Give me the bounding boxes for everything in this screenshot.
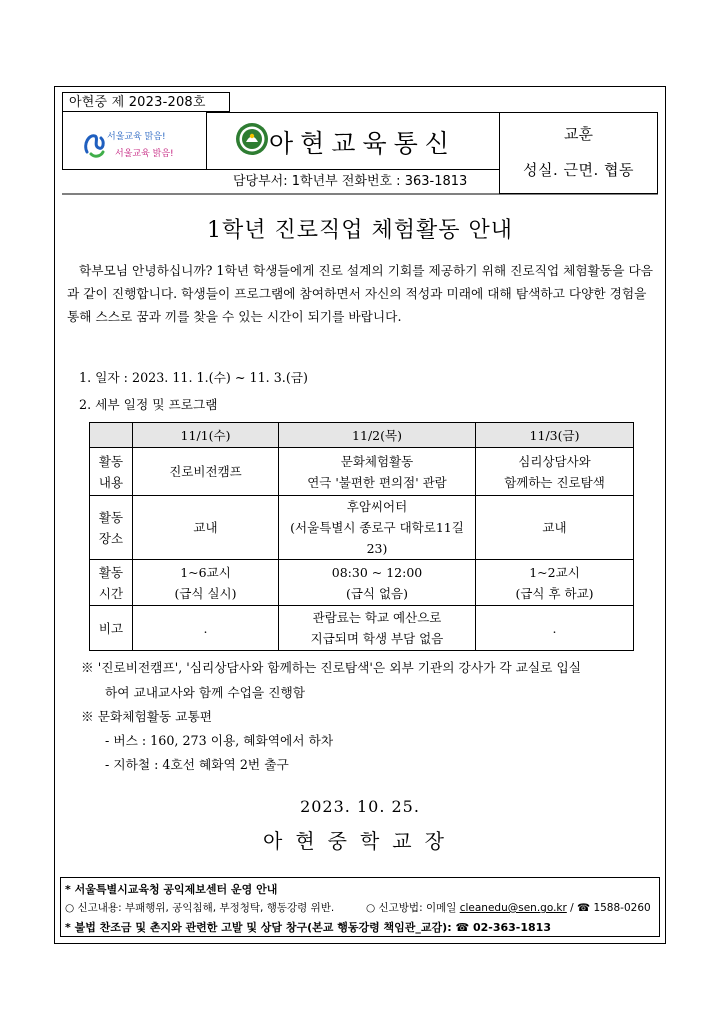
note-transport-title: ※ 문화체험활동 교통편	[81, 709, 213, 724]
newsletter-title: 아현교육통신	[269, 129, 456, 158]
table-cell: .	[476, 606, 634, 651]
page-title: 1학년 진로직업 체험활동 안내	[206, 218, 513, 243]
intro-paragraph: 학부모님 안녕하십니까? 1학년 학생들에게 진로 설계의 기회를 제공하기 위해 진로직업 체험활동을 다음과 같이 진행합니다. 학생들이 프로그램에 참여하면서 자신의 적성과 미래에 대해 탐색하고 다양한 경험을 통해 스스로 꿈과 끼를 찾을 수 있는 시간이 되기를 바랍니다.	[67, 263, 653, 324]
table-cell: 문화체험활동 연극 '불편한 편의점' 관람	[279, 448, 476, 496]
date-item: 1. 일자 : 2023. 11. 1.(수) ~ 11. 3.(금)	[79, 370, 308, 385]
email-link[interactable]: cleanedu@sen.go.kr	[459, 902, 567, 914]
seoul-education-emblem-icon	[235, 122, 269, 156]
header-cell-day1: 11/1(수)	[133, 423, 279, 448]
row-label: 활동 시간	[90, 560, 133, 606]
issue-date: 2023. 10. 25.	[300, 797, 420, 816]
table-header-row	[90, 423, 634, 448]
table-cell: 심리상담사와 함께하는 진로탐색	[476, 448, 634, 496]
letterhead	[62, 92, 658, 200]
footer-report-method: ○ 신고방법: 이메일 cleanedu@sen.go.kr / ☎ 1588-0260	[366, 902, 651, 914]
table-cell: 08:30 ~ 12:00 (급식 없음)	[279, 560, 476, 606]
header-cell-day3: 11/3(금)	[476, 423, 634, 448]
note-external-instructor: ※ '진로비전캠프', '심리상담사와 함께하는 진로탐색'은 외부 기관의 강사가 각 교실로 입실	[81, 660, 581, 675]
table-row-time	[90, 560, 634, 606]
document-number: 아현중 제 2023-208호	[62, 92, 230, 112]
letterhead-divider	[62, 193, 658, 195]
newsletter-title-cell	[207, 112, 500, 170]
table-row-location	[90, 496, 634, 560]
department-contact: 담당부서: 1학년부 전화번호 : 363-1813	[207, 170, 500, 194]
table-cell: 1~2교시 (급식 후 하교)	[476, 560, 634, 606]
table-cell: 후암씨어터 (서울특별시 종로구 대학로11길 23)	[279, 496, 476, 560]
row-label: 활동 내용	[90, 448, 133, 496]
note-external-instructor-cont: 하여 교내교사와 함께 수업을 진행함	[105, 685, 305, 700]
schedule-table	[89, 422, 634, 651]
slogan-line-1: 서울교육 맑음!	[107, 132, 166, 142]
footer-counsel-line: * 불법 찬조금 및 촌지와 관련한 고발 및 상담 창구(본교 행동강령 책임관_교감): ☎ 02-363-1813	[65, 921, 551, 934]
table-cell: 관람료는 학교 예산으로 지급되며 학생 부담 없음	[279, 606, 476, 651]
slogan-line-2: 서울교육 밝음!	[115, 149, 174, 159]
table-row-content	[90, 448, 634, 496]
row-label: 활동 장소	[90, 496, 133, 560]
table-cell: 교내	[133, 496, 279, 560]
header-cell-day2: 11/2(목)	[279, 423, 476, 448]
motto-label: 교훈	[564, 125, 593, 143]
header-cell	[90, 423, 133, 448]
schedule-item: 2. 세부 일정 및 프로그램	[79, 397, 218, 412]
document-page	[54, 86, 666, 944]
table-cell: 1~6교시 (급식 실시)	[133, 560, 279, 606]
seoul-education-slogan-logo	[81, 122, 193, 164]
footer-notice-box	[60, 877, 660, 937]
motto-text: 성실. 근면. 협동	[522, 161, 634, 179]
footer-title: * 서울특별시교육청 공익제보센터 운영 안내	[65, 883, 278, 896]
table-cell: .	[133, 606, 279, 651]
note-bus: - 버스 : 160, 273 이용, 혜화역에서 하차	[105, 733, 334, 748]
principal-signature: 아현중학교장	[263, 829, 457, 853]
table-cell: 진로비전캠프	[133, 448, 279, 496]
school-motto-cell	[500, 112, 658, 194]
note-subway: - 지하철 : 4호선 혜화역 2번 출구	[105, 757, 289, 772]
table-row-remarks	[90, 606, 634, 651]
slogan-logo-cell	[62, 112, 207, 170]
footer-report-content: ○ 신고내용: 부패행위, 공익침해, 부정청탁, 행동강령 위반.	[65, 902, 335, 914]
row-label: 비고	[90, 606, 133, 651]
table-cell: 교내	[476, 496, 634, 560]
